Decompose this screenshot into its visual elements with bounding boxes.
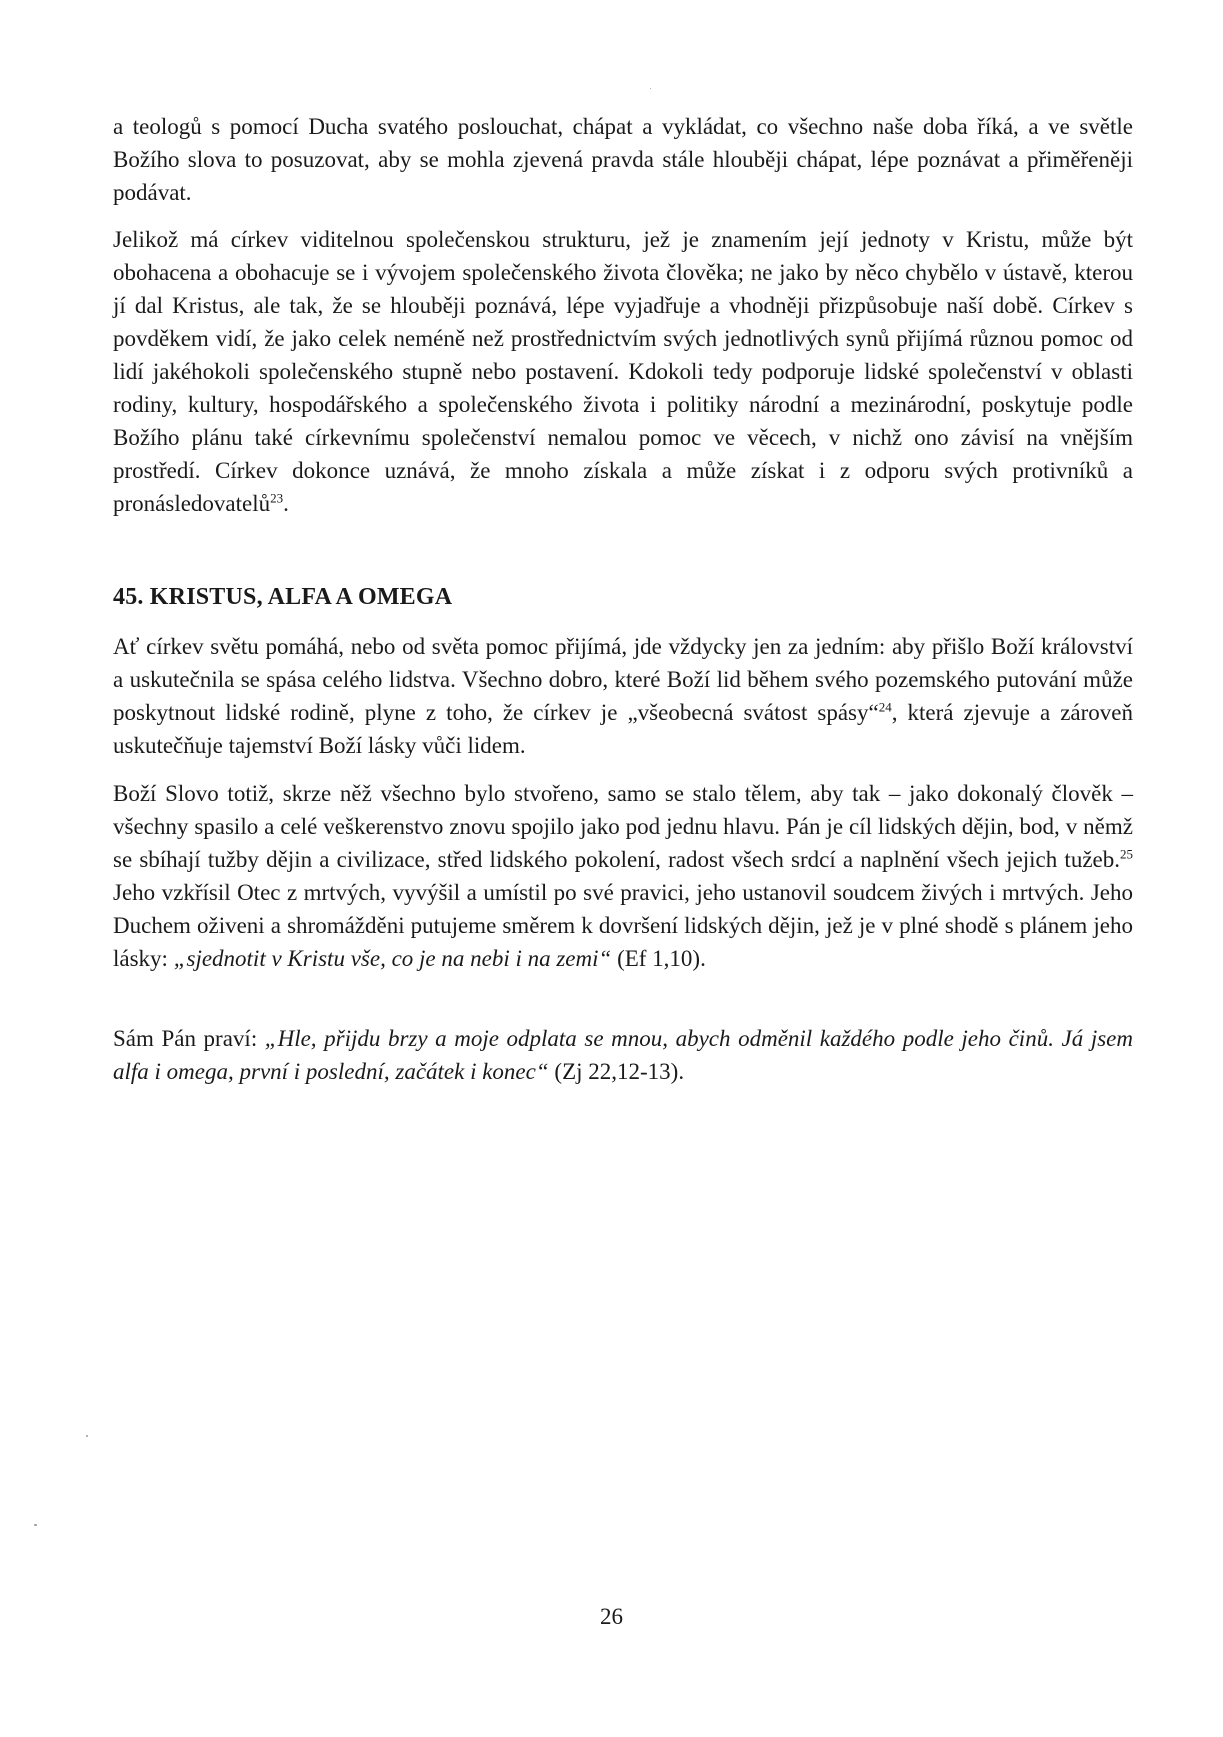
paragraph-end: , která zjevuje a zároveň uskutečňuje tajemství Boží lásky vůči lidem. (113, 700, 1133, 758)
scripture-reference: (Ef 1,10). (611, 946, 706, 971)
paragraph-text: Ať církev světu pomáhá, nebo od světa pomoc přijímá, jde vždycky jen za jedním: aby přišlo Boží království a uskutečnila se spása celého lidstva. Všechno dobro, které Boží lid během svého pozemského putování může poskytnout lidské rodině, plyne z toho, že církev je „všeobecná svátost spásy“ (113, 634, 1133, 725)
paragraph-middle: Jeho vzkřísil Otec z mrtvých, vyvýšil a umístil po své pravici, jeho ustanovil soudcem živých i mrtvých. Jeho Duchem oživeni a shromážděni putujeme směrem k dovršení lidských dějin, jež je v plné shodě s plánem jeho lásky: (113, 880, 1133, 971)
footnote-ref: 24 (878, 699, 892, 715)
paragraph-church-helps (113, 630, 1133, 762)
paragraph-text: Boží Slovo totiž, skrze něž všechno bylo stvořeno, samo se stalo tělem, aby tak – jako dokonalý člověk – všechny spasilo a celé veškerenstvo znovu spojilo jako pod jednu hlavu. Pán je cíl lidských dějin, bod, v němž se sbíhají tužby dějin a civilizace, střed lidského pokolení, radost všech srdcí a naplnění všech jejich tužeb. (113, 781, 1133, 872)
scripture-quote: „sjednotit v Kristu vše, co je na nebi i na zemi“ (173, 946, 612, 971)
paragraph-text: a teologů s pomocí Ducha svatého poslouchat, chápat a vykládat, co všechno naše doba říká, a ve světle Božího slova to posuzovat, aby se mohla zjevená pravda stále hlouběji chápat, lépe poznávat a přiměřeněji podávat. (113, 114, 1133, 205)
scripture-reference: (Zj 22,12-13). (548, 1059, 685, 1084)
scan-speck (34, 1524, 37, 1526)
paragraph-text: Jelikož má církev viditelnou společenskou strukturu, jež je znamením její jednoty v Kristu, může být obohacena a obohacuje se i vývojem společenského života člověka; ne jako by něco chybělo v ústavě, kterou jí dal Kristus, ale tak, že se hlouběji poznává, lépe vyjadřuje a vhodněji přizpůsobuje naší době. Církev s povděkem vidí, že jako celek neméně než prostřednictvím svých jednotlivých synů přijímá různou pomoc od lidí jakéhokoli společenského stupně nebo postavení. Kdokoli tedy podporuje lidské společenství v oblasti rodiny, kultury, hospodářského a společenského života i politiky národní a mezinárodní, poskytuje podle Božího plánu také církevnímu společenství nemalou pomoc ve věcech, v nichž ono závisí na vnějším prostředí. Církev dokonce uznává, že mnoho získala a může získat i z odporu svých protivníků a pronásledovatelů (113, 227, 1133, 516)
page-number: 26 (600, 1604, 623, 1629)
paragraph-lord-says (113, 1022, 1133, 1088)
paragraph-word-of-god (113, 777, 1133, 975)
scripture-quote: „Hle, přijdu brzy a moje odplata se mnou, abych odměnil každého podle jeho činů. Já jsem alfa i omega, první i poslední, začátek i konec“ (113, 1026, 1133, 1084)
paragraph-end: . (283, 491, 289, 516)
paragraph-start: Sám Pán praví: (113, 1026, 265, 1051)
scan-speck (86, 1435, 88, 1437)
footnote-ref: 25 (1120, 846, 1133, 862)
section-heading: 45. KRISTUS, ALFA A OMEGA (113, 584, 453, 610)
paragraph-church-structure (113, 223, 1133, 520)
scan-speck (650, 88, 651, 89)
footnote-ref: 23 (270, 490, 284, 506)
paragraph-continuation (113, 110, 1133, 209)
